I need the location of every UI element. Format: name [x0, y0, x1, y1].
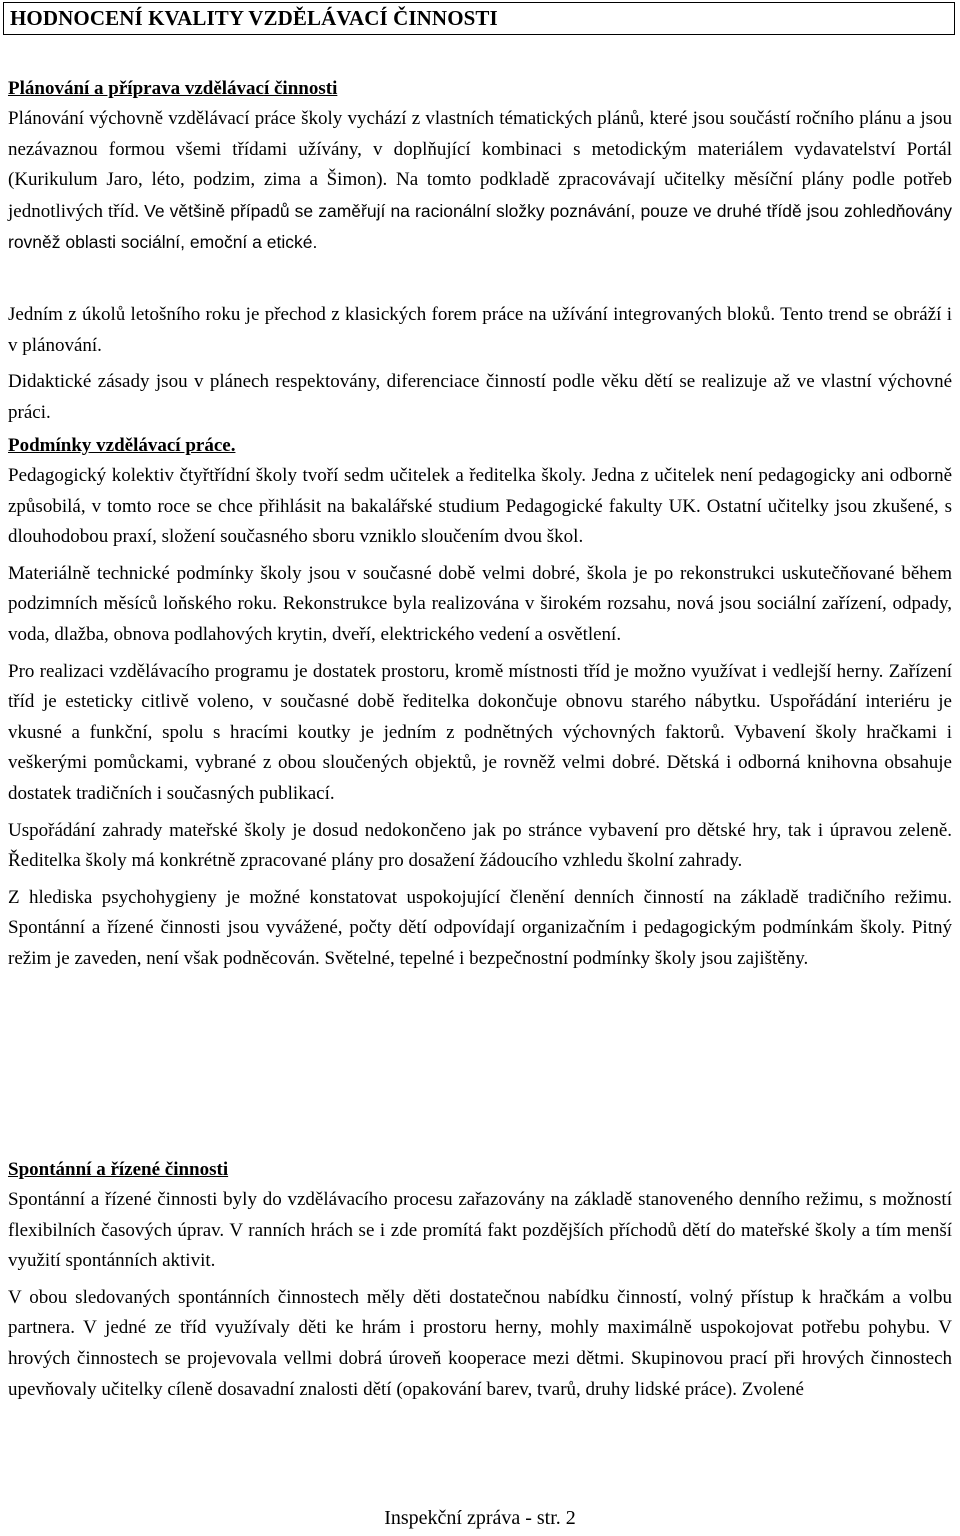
section-planovani-cont — [8, 300, 952, 434]
section-heading-podminky: Podmínky vzdělávací práce. — [8, 435, 236, 456]
document-title-box — [3, 2, 955, 35]
section-heading-planovani: Plánování a příprava vzdělávací činnosti — [8, 78, 338, 99]
paragraph: Z hlediska psychohygieny je možné konstatovat uspokojující členění denních činností na základě tradičního režimu. Spontánní a řízené činnosti jsou vyvážené, počty dětí odpovídají organizačním i pedagogickým podmínkám školy. Pitný režim je zaveden, není však podněcován. Světelné, tepelné i bezpečnostní podmínky školy jsou zajištěny. — [8, 886, 952, 969]
paragraph: Spontánní a řízené činnosti byly do vzdělávacího procesu zařazovány na základě stanoveného denního režimu, s možností flexibilních časových úprav. V ranních hrách se i zde promítá fakt pozdějších příchodů dětí do mateřské školy a tím menší využití spontánních aktivit. — [8, 1189, 952, 1272]
paragraph: Didaktické zásady jsou v plánech respektovány, diferenciace činností podle věku dětí se realizuje až ve vlastní výchovné práci. — [8, 371, 952, 423]
section-planovani — [8, 74, 952, 259]
paragraph: Materiálně technické podmínky školy jsou v současné době velmi dobré, škola je po rekonstrukci uskutečňované během podzimních měsíců loňského roku. Rekonstrukce byla realizována v širokém rozsahu, nová jsou sociální zařízení, odpady, voda, dlažba, obnova podlahových krytin, dveří, elektrického vedení a osvětlení. — [8, 562, 952, 645]
footer-text: Inspekční zpráva - str. 2 — [384, 1507, 576, 1529]
section-heading-spontanni: Spontánní a řízené činnosti — [8, 1159, 229, 1180]
paragraph: Pedagogický kolektiv čtyřtřídní školy tvoří sedm učitelek a ředitelka školy. Jedna z učitelek není pedagogicky ani odborně způsobilá, v tomto roce se chce přihlásit na bakalářské studium Pedagogické fakulty UK. Ostatní učitelky jsou zkušené, s dlouhodobou praxí, složení současného sboru vzniklo sloučením dvou škol. — [8, 465, 952, 548]
paragraph: Uspořádání zahrady mateřské školy je dosud nedokončeno jak po stránce vybavení pro dětské hry, tak i úpravou zeleně. Ředitelka školy má konkrétně zpracované plány pro dosažení žádoucího vzhledu školní zahrady. — [8, 819, 952, 872]
paragraph: Jedním z úkolů letošního roku je přechod z klasických forem práce na užívání integrovaných bloků. Tento trend se obráží i v plánování. — [8, 304, 952, 356]
paragraph-text-continuation: Ve většině případů se zaměřují na racionální složky poznávání, pouze ve druhé třídě jsou zohledňovány rovněž oblasti sociální, emoční a etické. — [8, 200, 952, 253]
section-podminky — [8, 431, 952, 981]
paragraph: V obou sledovaných spontánních činnostech měly děti dostatečnou nabídku činností, volný přístup k hračkám a volbu partnera. V jedné ze tříd využívaly děti ke hrám i prostoru herny, mohly maximálně uspokojovat potřebu pohybu. V hrových činnostech se projevovala vellmi dobrá úroveň kooperace mezi dětmi. Skupinovou prací při hrových činnostech upevňovaly učitelky cíleně dosavadní znalosti dětí (opakování barev, tvarů, druhy lidské práce). Zvolené — [8, 1286, 952, 1400]
paragraph-text: Plánování výchovně vzdělávací práce školy vychází z vlastních tématických plánů, které jsou součástí ročního plánu a jsou nezávaznou formou všemi třídami užívány, v doplňující kombinaci s metodickým materiálem vydavatelství Portál (Kurikulum Jaro, léto, podzim, zima a Šimon). Na tomto podkladě zpracovávají učitelky měsíční plány podle potřeb jednotlivých tříd. — [8, 108, 952, 222]
paragraph — [8, 104, 952, 259]
section-spontanni — [8, 1155, 952, 1411]
page-footer — [0, 1505, 960, 1531]
document-title: HODNOCENÍ KVALITY VZDĚLÁVACÍ ČINNOSTI — [10, 6, 498, 30]
paragraph: Pro realizaci vzdělávacího programu je dostatek prostoru, kromě místnosti tříd je možno využívat i vedlejší herny. Zařízení tříd je esteticky citlivě voleno, v současné době ředitelka dokončuje obnovu starého nábytku. Uspořádání interiéru je vkusné a funkční, spolu s hracími koutky je jedním z podnětných výchovných faktorů. Vybavení školy hračkami i veškerými pomůckami, vybrané z obou sloučených objektů, je rovněž velmi dobré. Dětská i odborná knihovna obsahuje dostatek tradičních i současných publikací. — [8, 660, 952, 804]
